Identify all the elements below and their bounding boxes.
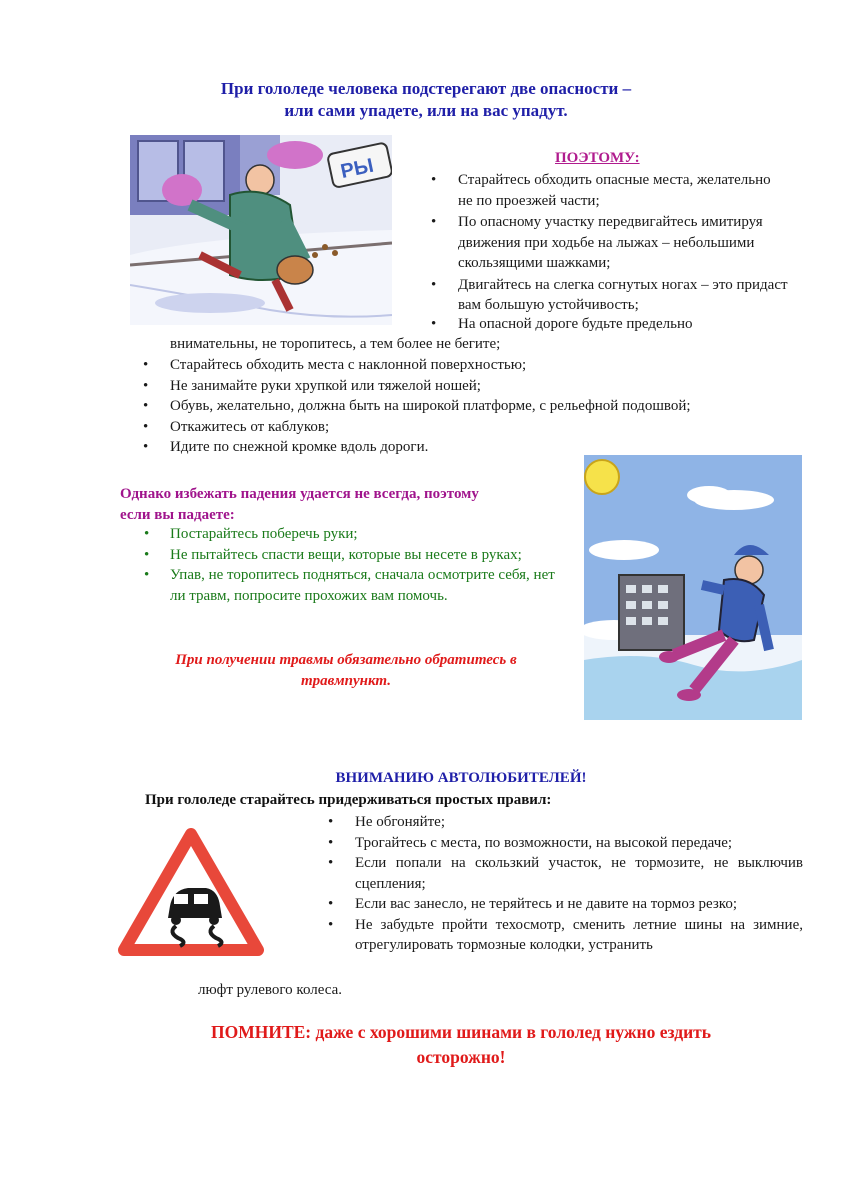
drivers-title: ВНИМАНИЮ АВТОЛЮБИТЕЛЕЙ! <box>335 770 587 786</box>
drivers-subtitle: При гололеде старайтесь придерживаться простых правил: <box>145 792 552 808</box>
trauma-warning-line-1: При получении травмы обязательно обратитесь в <box>175 652 517 668</box>
drivers-list-tail: люфт рулевого колеса. <box>198 982 343 998</box>
bullet-list-falling <box>170 524 570 606</box>
list-item: • Если вас занесло, не теряйтесь и не давите на тормоз резко; <box>355 894 803 915</box>
remember-banner <box>130 1020 792 1070</box>
list-item: • Не занимайте руки хрупкой или тяжелой ношей; <box>170 376 810 397</box>
list-item-split-rest: внимательны, не торопитесь, а тем более не бегите; <box>170 336 501 352</box>
list-item: • Не забудьте пройти техосмотр, сменить летние шины на зимние, отрегулировать тормозные колодки, устранить <box>355 915 803 956</box>
trauma-warning <box>130 650 562 692</box>
section-2-heading-line-2: если вы падаете: <box>120 506 235 523</box>
list-item: • Если попали на скользкий участок, не тормозите, не выключив сцепления; <box>355 853 803 894</box>
list-item: • Старайтесь обходить места с наклонной поверхностью; <box>170 355 810 376</box>
list-item: • По опасному участку передвигайтесь имитируя движения при ходьбе на лыжах – небольшими скользящими шажками; <box>458 212 788 274</box>
list-item: • Обувь, желательно, должна быть на широкой платформе, с рельефной подошвой; <box>170 396 810 417</box>
list-item: • Не пытайтесь спасти вещи, которые вы несете в руках; <box>170 545 570 566</box>
remember-line-2: осторожно! <box>416 1047 506 1067</box>
bullet-list-drivers <box>355 812 803 956</box>
slippery-road-sign <box>118 828 264 958</box>
section-2-heading <box>120 484 560 525</box>
section-2-heading-line-1: Однако избежать падения удается не всегда, поэтому <box>120 486 479 502</box>
bullet-list-right <box>458 170 788 316</box>
list-item: • Не обгоняйте; <box>355 812 803 833</box>
remember-line-1: ПОМНИТЕ: даже с хорошими шинами в гололед нужно ездить <box>210 1022 712 1042</box>
bullet-list-wide <box>170 355 810 458</box>
list-item: • Двигайтесь на слегка согнутых ногах – это придаст вам большую устойчивость; <box>458 275 788 316</box>
boy-slipping-illustration <box>584 455 802 720</box>
page-title <box>130 78 722 122</box>
list-item: • Трогайтесь с места, по возможности, на высокой передаче; <box>355 833 803 854</box>
list-item: • Старайтесь обходить опасные места, желательно не по проезжей части; <box>458 170 788 211</box>
title-line-1: При гололеде человека подстерегают две опасности – <box>220 79 632 98</box>
list-item: • Упав, не торопитесь подняться, сначала осмотрите себя, нет ли травм, попросите прохожих вам помочь. <box>170 565 570 606</box>
title-line-2: или сами упадете, или на вас упадут. <box>284 101 568 120</box>
trauma-warning-line-2: травмпункт. <box>301 673 391 689</box>
shop-sign-text: РЫ <box>338 154 376 184</box>
list-item: • Идите по снежной кромке вдоль дороги. <box>170 437 810 458</box>
list-item: • Постарайтесь поберечь руки; <box>170 524 570 545</box>
section-1-heading: ПОЭТОМУ: <box>555 150 640 166</box>
list-item: • Откажитесь от каблуков; <box>170 417 810 438</box>
list-item-split-first: • На опасной дороге будьте предельно <box>458 314 693 335</box>
woman-slipping-illustration <box>130 135 392 325</box>
